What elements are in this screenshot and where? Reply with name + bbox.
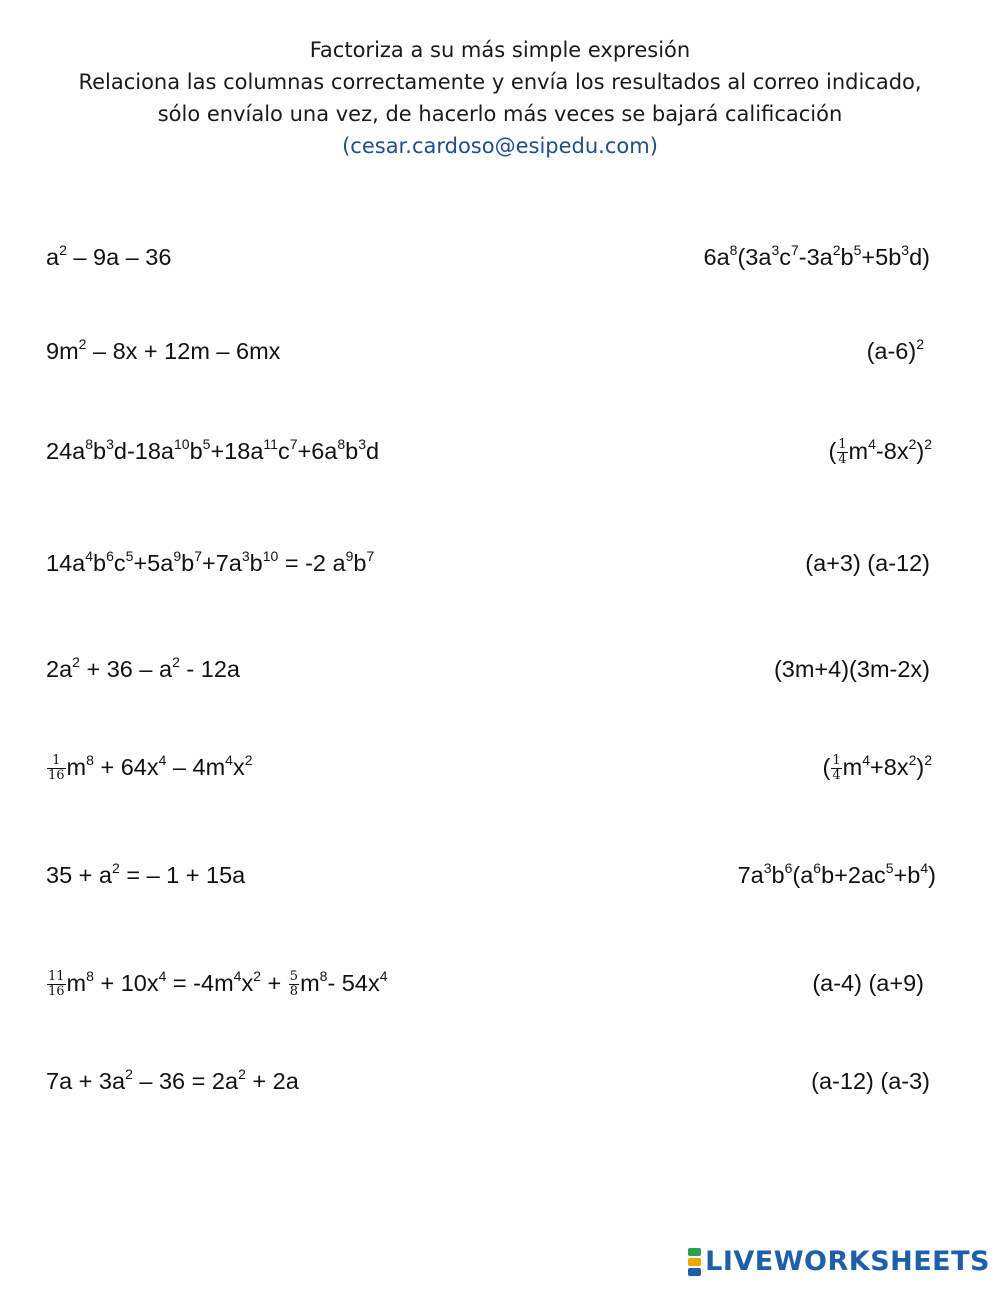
matching-row-6 (0, 747, 1000, 787)
left-expression-3[interactable]: $24a^8b^3d-18a^{10}b^5+18a^{11}c^7+6a^8b^3d$ (46, 436, 380, 464)
left-expression-6[interactable]: $\frac{1}{16}$ $m^8 + 64x^4 - 4m^4x^2$ (48, 752, 253, 784)
right-factor-7[interactable]: $7a^3b^6(a^6b+2ac^5+b^4)$ (737, 860, 936, 888)
matching-row-7 (0, 855, 1000, 895)
header-line-1: Factoriza a su más simple expresión (309, 38, 691, 62)
right-factor-2[interactable]: $(a-6)^2$ (866, 336, 924, 364)
matching-row-1 (0, 237, 1000, 277)
header-line-3: sólo envíalo una vez, de hacerlo más veces se bajará calificación (157, 102, 843, 126)
left-expression-9[interactable]: $7a + 3a^2 - 36 = 2a^2 + 2a$ (46, 1066, 299, 1094)
right-factor-5[interactable]: (3m+4)(3m-2x) (773, 656, 930, 682)
left-expression-2[interactable]: $9m^2 - 8x + 12m - 6mx$ (46, 336, 281, 364)
matching-row-8 (0, 963, 1000, 1003)
right-factor-3[interactable]: ( $\frac{1}{4}$ $m^4-8x^2)^2$ (828, 436, 932, 468)
left-expression-8[interactable]: $\frac{11}{16}$ $m^8 + 10x^4 = -4m^4x^2$ + $\frac{5}{8}$ $m^8-$ $54x^4$ (48, 968, 388, 1000)
matching-row-9 (0, 1061, 1000, 1101)
fraction-five-eighths: $\frac{5}{8}$ (289, 969, 299, 1000)
fraction-eleven-sixteenths: $\frac{11}{16}$ (48, 969, 65, 1000)
instructions-header (0, 34, 1000, 162)
matching-row-4 (0, 543, 1000, 583)
liveworksheets-logo (688, 1246, 990, 1277)
left-expression-5[interactable]: $2a^2 + 36 - a^2 - 12a$ (46, 654, 240, 682)
right-factor-6[interactable]: ( $\frac{1}{4}$ $m^4+8x^2)^2$ (822, 752, 932, 784)
right-factor-1[interactable]: $6a^8(3a^3c^7-3a^2b^5+5b^3d)$ (703, 242, 930, 270)
fraction-one-sixteenth: $\frac{1}{16}$ (48, 753, 65, 784)
right-factor-4[interactable]: (a+3) (a-12) (805, 550, 930, 576)
right-factor-8[interactable]: (a-4) (a+9) (812, 970, 924, 996)
fraction-one-quarter: $\frac{1}{4}$ (838, 437, 847, 468)
matching-row-5 (0, 649, 1000, 689)
right-factor-9[interactable]: (a-12) (a-3) (811, 1068, 930, 1094)
left-expression-7[interactable]: $35 + a^2$ = – 1 + 15a (46, 860, 246, 888)
fraction-one-quarter: $\frac{1}{4}$ (832, 753, 841, 784)
left-expression-4[interactable]: $14a^4b^6c^5+5a^9b^7+7a^3b^{10} = -2$ $a^9b^7$ (46, 548, 375, 576)
email-link[interactable]: (cesar.cardoso@esipedu.com) (342, 134, 658, 158)
liveworksheets-mark-icon (688, 1247, 701, 1277)
matching-row-3 (0, 431, 1000, 471)
matching-row-2 (0, 331, 1000, 371)
liveworksheets-wordmark: LIVEWORKSHEETS (705, 1246, 990, 1277)
left-expression-1[interactable]: $a^2 - 9a - 36$ (46, 242, 172, 270)
header-line-2: Relaciona las columnas correctamente y envía los resultados al correo indicado, (78, 70, 922, 94)
